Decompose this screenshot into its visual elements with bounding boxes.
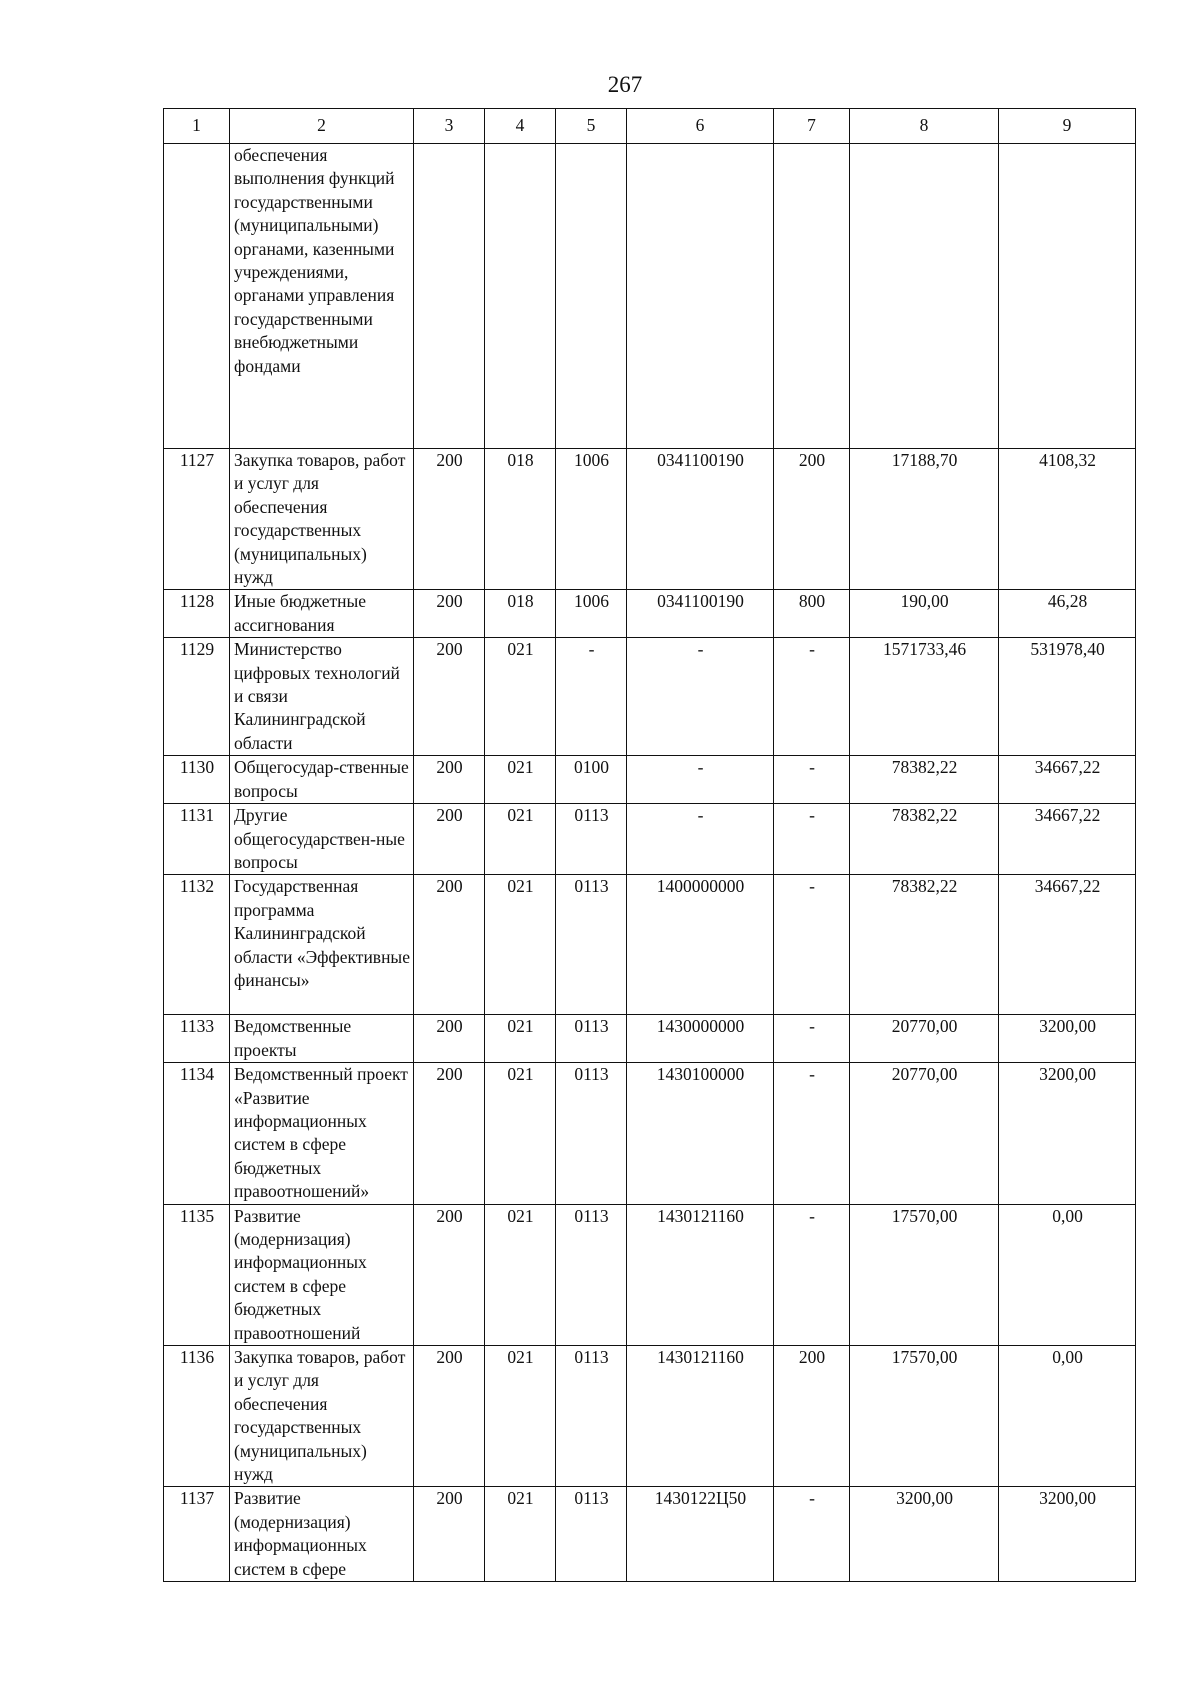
page-number: 267: [607, 72, 643, 97]
row-name: Закупка товаров, работ и услуг для обеспечения государственных (муниципальных) нужд: [230, 1346, 414, 1487]
budget-table: [163, 108, 1136, 1582]
row-name: Закупка товаров, работ и услуг для обеспечения государственных (муниципальных) нужд: [230, 449, 414, 590]
cell-col8: 17570,00: [850, 1204, 999, 1345]
cell-col9: 4108,32: [999, 449, 1136, 590]
cell-col8: 20770,00: [850, 1063, 999, 1204]
table-row: [164, 1204, 1136, 1345]
cell-col9: 531978,40: [999, 638, 1136, 756]
cell-col4: 021: [485, 1063, 556, 1204]
column-header: 9: [999, 109, 1136, 144]
column-header: 6: [627, 109, 774, 144]
cell-col9: 34667,22: [999, 875, 1136, 1015]
cell-col4: 021: [485, 756, 556, 804]
table-row: [164, 1346, 1136, 1487]
row-name: Ведомственный проект «Развитие информационных систем в сфере бюджетных правоотношений»: [230, 1063, 414, 1204]
row-name: Развитие (модернизация) информационных систем в сфере: [230, 1487, 414, 1582]
cell-col3: 200: [414, 449, 485, 590]
row-name: обеспечения выполнения функций государственными (муниципальными) органами, казенными учреждениями, органами управления государственными внебюджетными фондами: [230, 144, 414, 449]
cell-col6: 1430121160: [627, 1346, 774, 1487]
cell-col6: 1430122Ц50: [627, 1487, 774, 1582]
cell-col6: 1430121160: [627, 1204, 774, 1345]
cell-col5: 0100: [556, 756, 627, 804]
cell-col5: 0113: [556, 1346, 627, 1487]
cell-col7: -: [774, 875, 850, 1015]
cell-col6: -: [627, 638, 774, 756]
cell-col3: 200: [414, 638, 485, 756]
row-number: 1136: [164, 1346, 230, 1487]
row-name: Государственная программа Калининградской области «Эффективные финансы»: [230, 875, 414, 1015]
cell-col7: -: [774, 638, 850, 756]
cell-col3: [414, 144, 485, 449]
cell-col7: 800: [774, 590, 850, 638]
cell-col9: 0,00: [999, 1204, 1136, 1345]
cell-col6: 1430100000: [627, 1063, 774, 1204]
cell-col5: [556, 144, 627, 449]
table-row: [164, 1063, 1136, 1204]
row-name: Развитие (модернизация) информационных систем в сфере бюджетных правоотношений: [230, 1204, 414, 1345]
cell-col9: 46,28: [999, 590, 1136, 638]
cell-col9: [999, 144, 1136, 449]
cell-col7: -: [774, 756, 850, 804]
cell-col7: -: [774, 1487, 850, 1582]
cell-col4: 021: [485, 1015, 556, 1063]
cell-col3: 200: [414, 590, 485, 638]
cell-col3: 200: [414, 1063, 485, 1204]
row-number: [164, 144, 230, 449]
row-number: 1131: [164, 804, 230, 875]
cell-col8: 78382,22: [850, 756, 999, 804]
cell-col4: 021: [485, 638, 556, 756]
cell-col7: 200: [774, 449, 850, 590]
cell-col6: -: [627, 756, 774, 804]
cell-col4: 021: [485, 875, 556, 1015]
cell-col5: 0113: [556, 875, 627, 1015]
row-number: 1133: [164, 1015, 230, 1063]
row-name: Общегосудар-ственные вопросы: [230, 756, 414, 804]
row-number: 1127: [164, 449, 230, 590]
row-number: 1134: [164, 1063, 230, 1204]
row-number: 1128: [164, 590, 230, 638]
cell-col7: -: [774, 1063, 850, 1204]
cell-col6: -: [627, 804, 774, 875]
cell-col9: 0,00: [999, 1346, 1136, 1487]
cell-col4: 021: [485, 1204, 556, 1345]
cell-col5: 1006: [556, 590, 627, 638]
cell-col4: 021: [485, 1346, 556, 1487]
column-header: 7: [774, 109, 850, 144]
column-header: 2: [230, 109, 414, 144]
cell-col5: 0113: [556, 804, 627, 875]
cell-col4: 018: [485, 449, 556, 590]
cell-col5: 0113: [556, 1204, 627, 1345]
cell-col9: 3200,00: [999, 1063, 1136, 1204]
column-header: 3: [414, 109, 485, 144]
cell-col8: 1571733,46: [850, 638, 999, 756]
cell-col8: 17188,70: [850, 449, 999, 590]
cell-col8: 17570,00: [850, 1346, 999, 1487]
column-header: 4: [485, 109, 556, 144]
row-number: 1129: [164, 638, 230, 756]
cell-col3: 200: [414, 804, 485, 875]
table-row: [164, 756, 1136, 804]
column-header: 1: [164, 109, 230, 144]
cell-col8: 3200,00: [850, 1487, 999, 1582]
cell-col6: 0341100190: [627, 590, 774, 638]
cell-col7: -: [774, 1015, 850, 1063]
cell-col8: 78382,22: [850, 804, 999, 875]
cell-col5: 1006: [556, 449, 627, 590]
table-row: [164, 638, 1136, 756]
cell-col8: 20770,00: [850, 1015, 999, 1063]
row-number: 1130: [164, 756, 230, 804]
table-row: [164, 449, 1136, 590]
cell-col7: -: [774, 1204, 850, 1345]
row-name: Ведомственные проекты: [230, 1015, 414, 1063]
cell-col9: 3200,00: [999, 1487, 1136, 1582]
cell-col8: [850, 144, 999, 449]
cell-col7: 200: [774, 1346, 850, 1487]
cell-col8: 78382,22: [850, 875, 999, 1015]
cell-col4: 021: [485, 1487, 556, 1582]
cell-col5: 0113: [556, 1487, 627, 1582]
table-row: [164, 1487, 1136, 1582]
header-row: [164, 109, 1136, 144]
table-row: [164, 1015, 1136, 1063]
table-row: [164, 590, 1136, 638]
cell-col3: 200: [414, 1015, 485, 1063]
column-header: 8: [850, 109, 999, 144]
cell-col6: 1430000000: [627, 1015, 774, 1063]
cell-col6: [627, 144, 774, 449]
row-number: 1132: [164, 875, 230, 1015]
row-name: Другие общегосударствен-ные вопросы: [230, 804, 414, 875]
cell-col3: 200: [414, 756, 485, 804]
cell-col3: 200: [414, 1346, 485, 1487]
cell-col6: 0341100190: [627, 449, 774, 590]
row-name: Министерство цифровых технологий и связи Калининградской области: [230, 638, 414, 756]
cell-col3: 200: [414, 875, 485, 1015]
cell-col7: [774, 144, 850, 449]
cell-col8: 190,00: [850, 590, 999, 638]
cell-col4: [485, 144, 556, 449]
cell-col3: 200: [414, 1487, 485, 1582]
cell-col9: 3200,00: [999, 1015, 1136, 1063]
cell-col5: 0113: [556, 1063, 627, 1204]
cell-col3: 200: [414, 1204, 485, 1345]
table-row: [164, 875, 1136, 1015]
table-row: [164, 144, 1136, 449]
cell-col4: 021: [485, 804, 556, 875]
cell-col5: 0113: [556, 1015, 627, 1063]
cell-col6: 1400000000: [627, 875, 774, 1015]
cell-col7: -: [774, 804, 850, 875]
column-header: 5: [556, 109, 627, 144]
row-number: 1135: [164, 1204, 230, 1345]
cell-col9: 34667,22: [999, 756, 1136, 804]
row-number: 1137: [164, 1487, 230, 1582]
row-name: Иные бюджетные ассигнования: [230, 590, 414, 638]
cell-col9: 34667,22: [999, 804, 1136, 875]
table-row: [164, 804, 1136, 875]
cell-col5: -: [556, 638, 627, 756]
cell-col4: 018: [485, 590, 556, 638]
